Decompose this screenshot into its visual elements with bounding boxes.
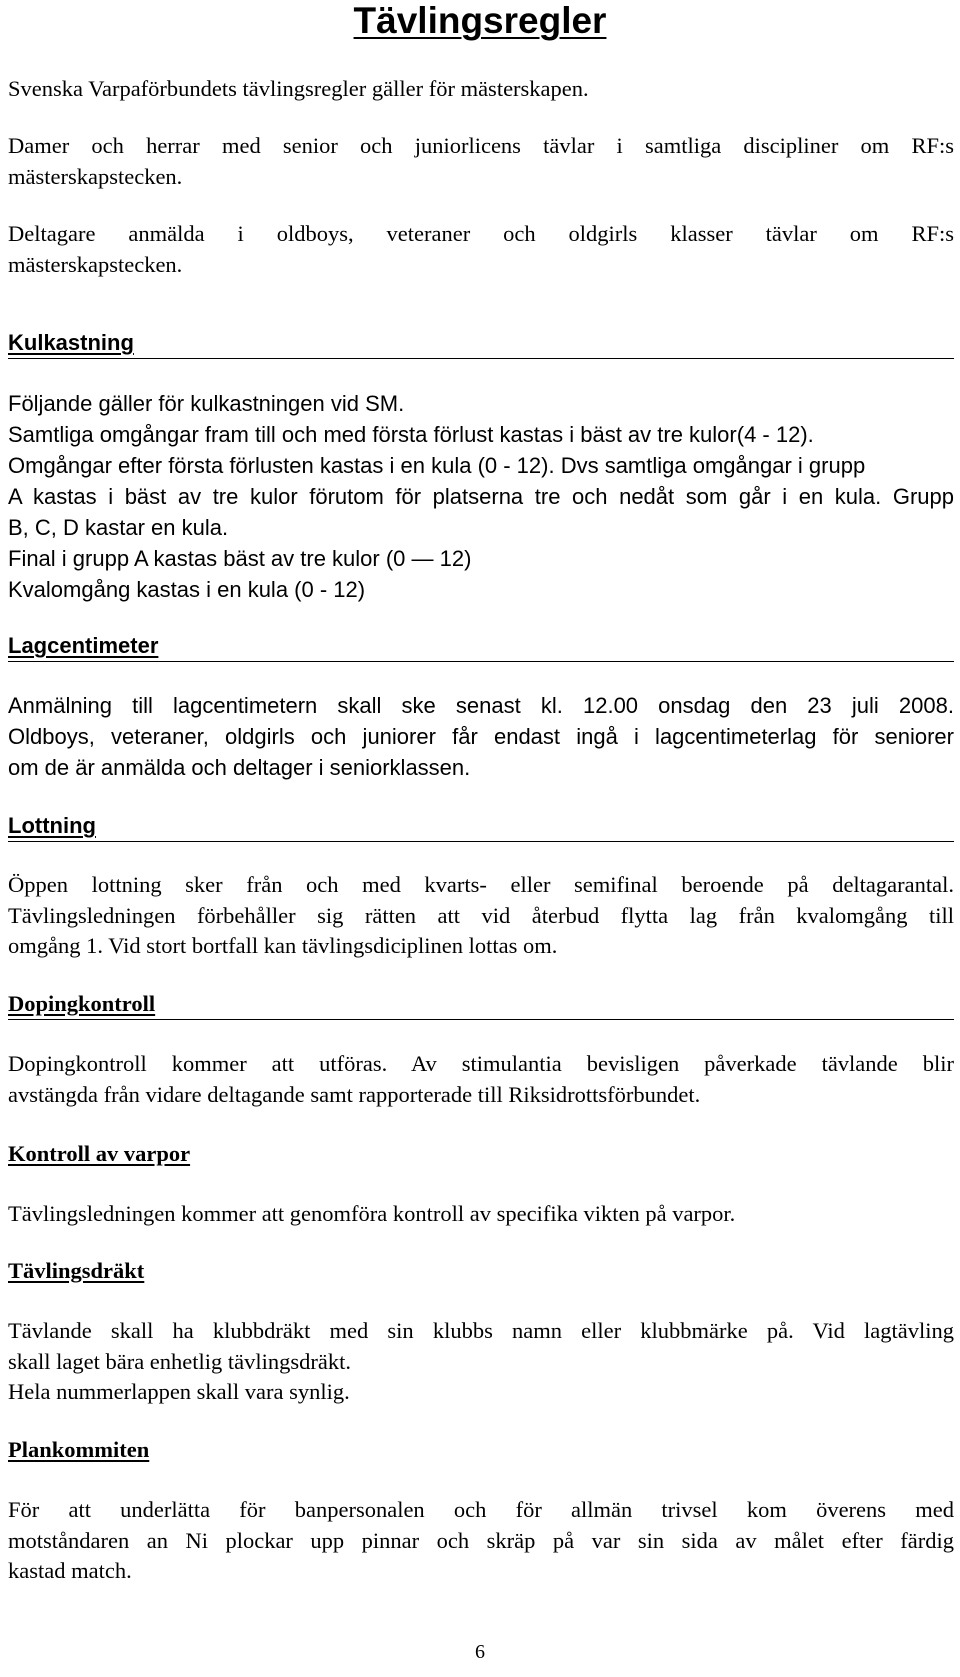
intro-line: Deltagare anmälda i oldboys, veteraner och oldgirls klasser tävlar om RF:s <box>8 221 954 246</box>
section-heading-plankommiten <box>8 1436 149 1464</box>
plankommiten-body <box>8 1495 954 1587</box>
body-line: omgång 1. Vid stort bortfall kan tävlingsdiciplinen lottas om. <box>8 933 558 958</box>
heading-text: Tävlingsdräkt <box>8 1258 145 1283</box>
section-heading-tavlingsdrakt <box>8 1257 144 1285</box>
body-line: skall laget bära enhetlig tävlingsdräkt. <box>8 1348 352 1374</box>
body-line: Följande gäller för kulkastningen vid SM. <box>8 391 405 416</box>
body-line: kastad match. <box>8 1558 132 1583</box>
intro-paragraph-3 <box>8 219 954 280</box>
body-line: Dopingkontroll kommer att utföras. Av stimulantia bevisligen påverkade tävlande blir <box>8 1051 954 1076</box>
body-line: motståndaren an Ni plockar upp pinnar och skräp på var sin sida av målet efter färdig <box>8 1527 954 1553</box>
heading-text: Lottning <box>8 813 96 838</box>
body-line: Omgångar efter första förlusten kastas i en kula (0 - 12). Dvs samtliga omgångar i grupp <box>8 453 866 478</box>
body-line: Hela nummerlappen skall vara synlig. <box>8 1379 350 1404</box>
heading-rule <box>8 661 954 662</box>
intro-line: mästerskapstecken. <box>8 251 183 277</box>
body-line: A kastas i bäst av tre kulor förutom för platserna tre och nedåt som går i en kula. Grupp <box>8 484 954 509</box>
heading-text: Kontroll av varpor <box>8 1141 191 1166</box>
heading-text: Lagcentimeter <box>8 633 159 658</box>
heading-rule <box>8 841 954 842</box>
body-line: Final i grupp A kastas bäst av tre kulor (0 — 12) <box>8 546 472 571</box>
kulkastning-body <box>8 388 954 605</box>
intro-line: Svenska Varpaförbundets tävlingsregler gäller för mästerskapen. <box>8 76 589 101</box>
page-number: 6 <box>475 1641 485 1663</box>
body-line: B, C, D kastar en kula. <box>8 515 229 540</box>
page-title <box>0 0 960 42</box>
body-line: Tävlande skall ha klubbdräkt med sin klubbs namn eller klubbmärke på. Vid lagtävling <box>8 1318 954 1343</box>
tavlingsdrakt-body <box>8 1316 954 1408</box>
section-heading-lottning <box>8 812 96 840</box>
section-heading-kontroll-av-varpor <box>8 1140 190 1168</box>
kontroll-body <box>8 1199 954 1230</box>
intro-line: Damer och herrar med senior och juniorlicens tävlar i samtliga discipliner om RF:s <box>8 133 954 158</box>
body-line: Samtliga omgångar fram till och med första förlust kastas i bäst av tre kulor(4 - 12). <box>8 422 814 447</box>
heading-rule <box>8 1019 954 1020</box>
body-line: Kvalomgång kastas i en kula (0 - 12) <box>8 577 366 602</box>
intro-paragraph-1 <box>8 74 954 105</box>
page-title-text: Tävlingsregler <box>353 0 607 41</box>
heading-text: Dopingkontroll <box>8 991 156 1016</box>
body-line: avstängda från vidare deltagande samt rapporterade till Riksidrottsförbundet. <box>8 1081 701 1107</box>
body-line: Oldboys, veteraner, oldgirls och juniorer får endast ingå i lagcentimeterlag för seniorer <box>8 724 954 749</box>
body-line: Öppen lottning sker från och med kvarts- eller semifinal beroende på deltagarantal. <box>8 872 954 897</box>
lagcentimeter-body <box>8 690 954 783</box>
body-line: om de är anmälda och deltager i seniorklassen. <box>8 755 471 780</box>
dopingkontroll-body <box>8 1049 954 1110</box>
body-line: För att underlätta för banpersonalen och för allmän trivsel kom överens med <box>8 1497 954 1522</box>
intro-line: mästerskapstecken. <box>8 163 183 189</box>
lottning-body <box>8 870 954 962</box>
intro-paragraph-2 <box>8 131 954 192</box>
section-heading-lagcentimeter <box>8 632 158 660</box>
section-heading-kulkastning <box>8 329 134 357</box>
body-line: Tävlingsledningen kommer att genomföra kontroll av specifika vikten på varpor. <box>8 1201 736 1226</box>
heading-text: Plankommiten <box>8 1437 150 1462</box>
heading-text: Kulkastning <box>8 330 134 355</box>
body-line: Anmälning till lagcentimetern skall ske senast kl. 12.00 onsdag den 23 juli 2008. <box>8 693 954 718</box>
section-heading-dopingkontroll <box>8 990 155 1018</box>
body-line: Tävlingsledningen förbehåller sig rätten att vid återbud flytta lag från kvalomgång till <box>8 902 954 928</box>
heading-rule <box>8 358 954 359</box>
